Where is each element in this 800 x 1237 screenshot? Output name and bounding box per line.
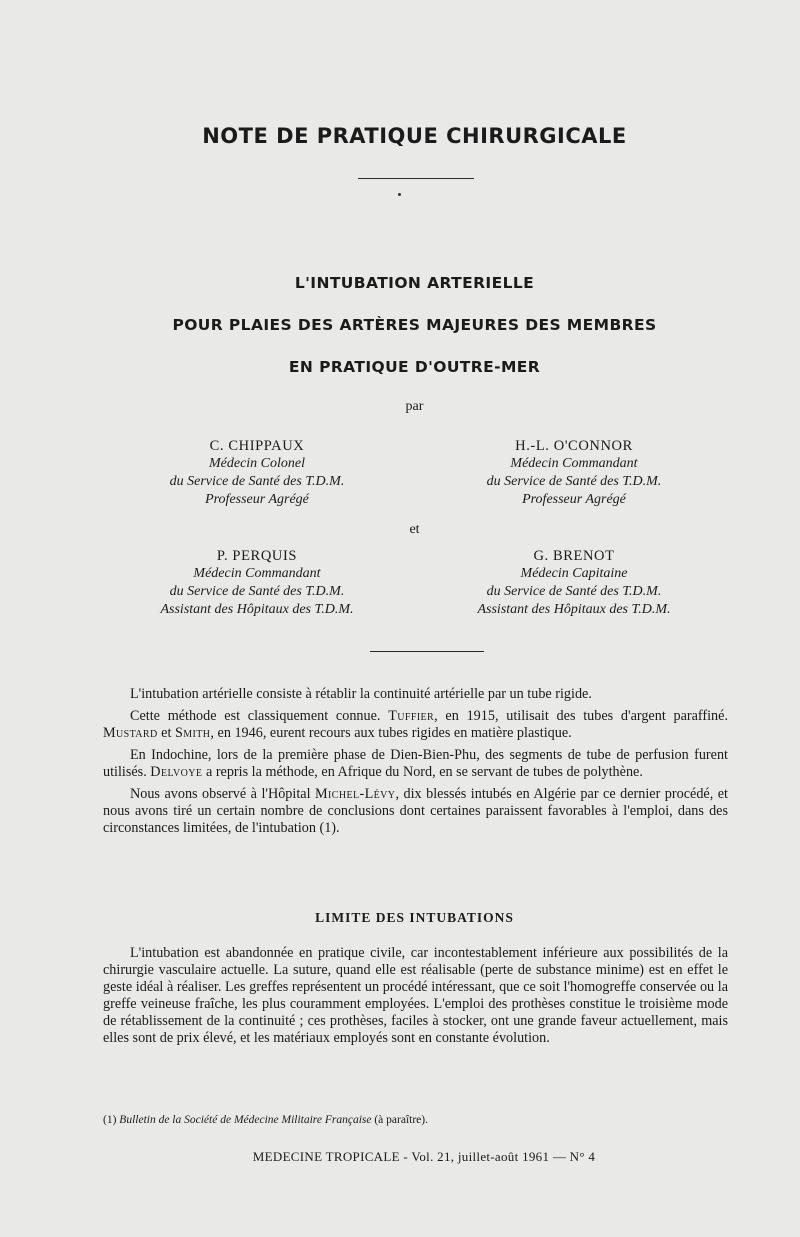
cited-author: Delvoye: [150, 764, 203, 780]
author-block: [424, 547, 724, 619]
intro-text: [103, 686, 728, 842]
author-block: [107, 437, 407, 509]
authors-rule: [370, 651, 484, 652]
article-title-line-2: POUR PLAIES DES ARTÈRES MAJEURES DES MEMBRES: [172, 316, 657, 334]
author-service: du Service de Santé des T.D.M.: [169, 474, 345, 489]
ornament-dot: [398, 193, 401, 196]
paragraph: [103, 686, 728, 703]
author-rank: Médecin Commandant: [510, 456, 638, 471]
by-label: par: [405, 399, 424, 414]
author-title: Professeur Agrégé: [205, 492, 309, 507]
paragraph-text: a repris la méthode, en Afrique du Nord, en se servant de tubes de polythène.: [202, 764, 643, 780]
cited-author: Mustard: [103, 725, 158, 741]
article-title-line-1: L'INTUBATION ARTERIELLE: [294, 274, 535, 292]
section-text: [103, 945, 728, 1052]
paragraph-text: et: [157, 725, 175, 741]
author-title: Assistant des Hôpitaux des T.D.M.: [477, 602, 671, 617]
author-block: [107, 547, 407, 619]
section-title: LIMITE DES INTUBATIONS: [315, 910, 514, 925]
author-name: G. BRENOT: [533, 548, 615, 564]
and-label: et: [409, 522, 420, 537]
author-rank: Médecin Commandant: [193, 566, 321, 581]
author-name: P. PERQUIS: [216, 548, 298, 564]
footnote-source: Bulletin de la Société de Médecine Militaire Française: [119, 1114, 372, 1126]
paragraph-text: L'intubation est abandonnée en pratique civile, car incontestablement inférieure aux possibilités de la chirurgie vasculaire actuelle. La suture, quand elle est réalisable (perte de substance minime) est en effet le geste idéal à réaliser. Les greffes représentent un procédé intéressant, que ce soit l'homogreffe conservée ou la greffe veineuse fraîche, les plus couramment employées. L'emploi des prothèses constitue le troisième mode de rétablissement de la continuité ; ces prothèses, faciles à stocker, ont une grande faveur actuellement, mais elles sont de prix élevé, et les matériaux employés sont en constante évolution.: [103, 945, 728, 1046]
footnote-text: (à paraître).: [374, 1114, 428, 1126]
paragraph: [103, 786, 728, 837]
author-block: [424, 437, 724, 509]
title-rule: [358, 178, 474, 179]
paragraph-text: , en 1915, utilisait des tubes d'argent paraffiné.: [434, 708, 728, 724]
footnote-number: (1): [103, 1114, 117, 1126]
paragraph-text: , en 1946, eurent recours aux tubes rigides en matière plastique.: [210, 725, 572, 741]
author-name: C. CHIPPAUX: [209, 438, 305, 454]
footnote: [103, 1114, 428, 1126]
paragraph-text: L'intubation artérielle consiste à rétablir la continuité artérielle par un tube rigide.: [130, 686, 592, 702]
paragraph-text: En Indochine, lors de la première phase de Dien-Bien-Phu, des segments de tube de perfusion furent utilisés.: [103, 747, 728, 780]
author-title: Assistant des Hôpitaux des T.D.M.: [160, 602, 354, 617]
author-service: du Service de Santé des T.D.M.: [169, 584, 345, 599]
paragraph-text: Nous avons observé à l'Hôpital: [130, 786, 316, 802]
author-rank: Médecin Colonel: [208, 456, 306, 471]
paragraph: [103, 747, 728, 781]
author-rank: Médecin Capitaine: [520, 566, 628, 581]
cited-place: Michel-Lévy: [315, 786, 396, 802]
author-service: du Service de Santé des T.D.M.: [486, 584, 662, 599]
paragraph: [103, 708, 728, 742]
paragraph-text: , dix blessés intubés en Algérie par ce dernier procédé, et nous avons tiré un certain nombre de conclusions dont certaines paraissent favorables à l'emploi, dans des circonstances limitées, de l'intubation (1).: [103, 786, 728, 836]
article-title-line-3: EN PRATIQUE D'OUTRE-MER: [288, 358, 541, 376]
cited-author: Tuffier: [388, 708, 435, 724]
journal-footer: MEDECINE TROPICALE - Vol. 21, juillet-août 1961 — N° 4: [252, 1149, 596, 1164]
author-title: Professeur Agrégé: [522, 492, 626, 507]
note-title: NOTE DE PRATIQUE CHIRURGICALE: [202, 124, 627, 148]
author-name: H.-L. O'CONNOR: [515, 438, 633, 454]
paragraph: [103, 945, 728, 1047]
cited-author: Smith: [174, 725, 211, 741]
author-service: du Service de Santé des T.D.M.: [486, 474, 662, 489]
paragraph-text: Cette méthode est classiquement connue.: [130, 708, 389, 724]
